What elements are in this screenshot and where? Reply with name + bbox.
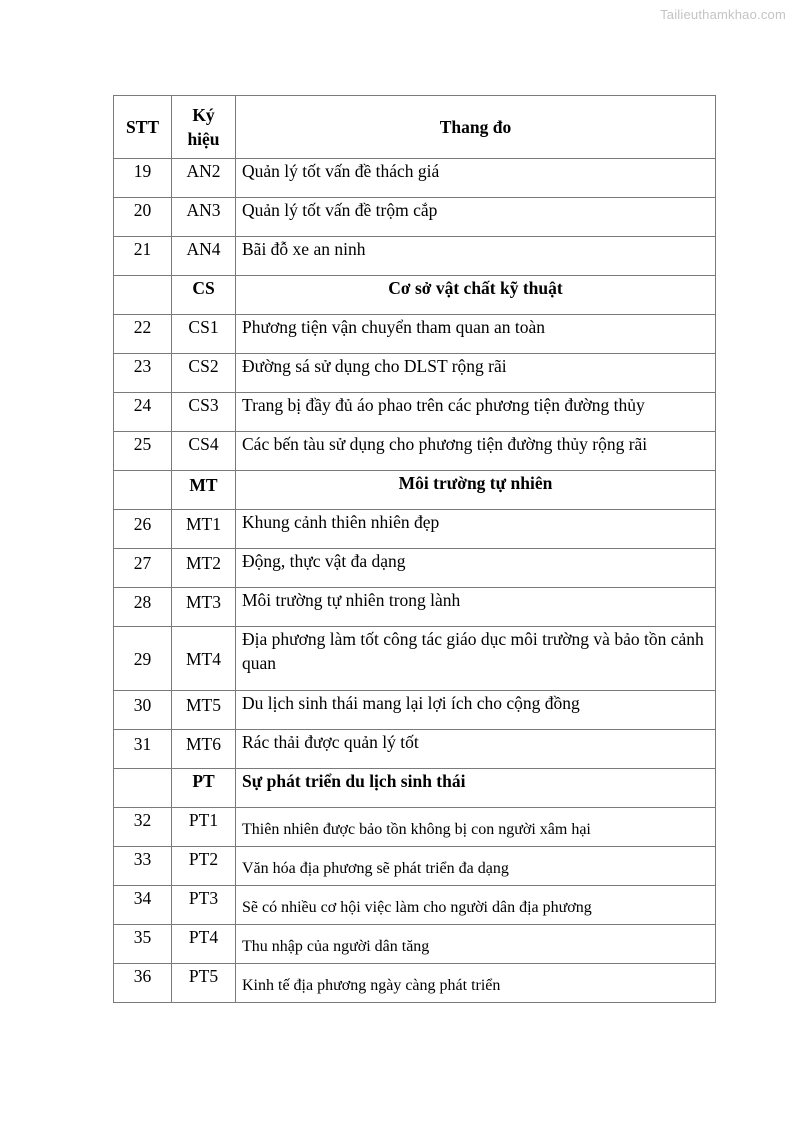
section-row: [114, 471, 716, 510]
row-code: AN4: [172, 237, 236, 276]
table-row: [114, 159, 716, 198]
row-number: 33: [114, 847, 172, 886]
row-description: Quản lý tốt vấn đề trộm cắp: [236, 198, 716, 237]
section-title: Sự phát triển du lịch sinh thái: [236, 769, 716, 808]
table-header-row: [114, 96, 716, 159]
row-code: CS2: [172, 354, 236, 393]
header-desc: Thang đo: [236, 96, 716, 159]
row-number: 21: [114, 237, 172, 276]
row-code: CS4: [172, 432, 236, 471]
row-description: Kinh tế địa phương ngày càng phát triển: [236, 964, 716, 1003]
row-description: Khung cảnh thiên nhiên đẹp: [236, 510, 716, 549]
header-code-line2: hiệu: [187, 129, 220, 149]
row-code: CS1: [172, 315, 236, 354]
row-code: PT3: [172, 886, 236, 925]
table-row: [114, 237, 716, 276]
row-description: Phương tiện vận chuyển tham quan an toàn: [236, 315, 716, 354]
section-code: CS: [172, 276, 236, 315]
row-description: Các bến tàu sử dụng cho phương tiện đường thủy rộng rãi: [236, 432, 716, 471]
row-description: Thiên nhiên được bảo tồn không bị con người xâm hại: [236, 808, 716, 847]
row-code: MT3: [172, 588, 236, 627]
header-code: [172, 96, 236, 159]
section-code: PT: [172, 769, 236, 808]
table-row: [114, 964, 716, 1003]
row-code: MT1: [172, 510, 236, 549]
table-row: [114, 393, 716, 432]
section-code: MT: [172, 471, 236, 510]
section-row: [114, 276, 716, 315]
row-code: MT2: [172, 549, 236, 588]
row-description: Bãi đỗ xe an ninh: [236, 237, 716, 276]
section-row: [114, 769, 716, 808]
row-description: Quản lý tốt vấn đề thách giá: [236, 159, 716, 198]
table-row: [114, 354, 716, 393]
row-code: PT2: [172, 847, 236, 886]
row-description: Môi trường tự nhiên trong lành: [236, 588, 716, 627]
table-row: [114, 588, 716, 627]
row-description: Động, thực vật đa dạng: [236, 549, 716, 588]
watermark: Tailieuthamkhao.com: [660, 7, 786, 22]
table-row: [114, 886, 716, 925]
row-number: 27: [114, 549, 172, 588]
table-row: [114, 627, 716, 691]
row-description: Đường sá sử dụng cho DLST rộng rãi: [236, 354, 716, 393]
row-code: AN3: [172, 198, 236, 237]
table-row: [114, 808, 716, 847]
row-number: 20: [114, 198, 172, 237]
table-row: [114, 198, 716, 237]
row-description: Rác thải được quản lý tốt: [236, 730, 716, 769]
table-row: [114, 315, 716, 354]
row-number: 25: [114, 432, 172, 471]
table-row: [114, 730, 716, 769]
section-empty-cell: [114, 276, 172, 315]
table-row: [114, 691, 716, 730]
row-number: 29: [114, 627, 172, 691]
row-code: MT5: [172, 691, 236, 730]
section-title: Môi trường tự nhiên: [236, 471, 716, 510]
row-number: 35: [114, 925, 172, 964]
row-number: 32: [114, 808, 172, 847]
table-row: [114, 847, 716, 886]
row-number: 31: [114, 730, 172, 769]
row-number: 19: [114, 159, 172, 198]
section-empty-cell: [114, 471, 172, 510]
header-code-line1: Ký: [192, 105, 215, 125]
section-title: Cơ sở vật chất kỹ thuật: [236, 276, 716, 315]
row-description: Văn hóa địa phương sẽ phát triển đa dạng: [236, 847, 716, 886]
row-description: Trang bị đầy đủ áo phao trên các phương tiện đường thủy: [236, 393, 716, 432]
row-description: Thu nhập của người dân tăng: [236, 925, 716, 964]
row-code: AN2: [172, 159, 236, 198]
row-code: MT6: [172, 730, 236, 769]
row-description: Du lịch sinh thái mang lại lợi ích cho cộng đồng: [236, 691, 716, 730]
section-empty-cell: [114, 769, 172, 808]
table-row: [114, 510, 716, 549]
row-number: 36: [114, 964, 172, 1003]
row-description: Địa phương làm tốt công tác giáo dục môi trường và bảo tồn cảnh quan: [236, 627, 716, 691]
row-number: 24: [114, 393, 172, 432]
table-row: [114, 432, 716, 471]
row-number: 30: [114, 691, 172, 730]
row-code: PT5: [172, 964, 236, 1003]
row-code: PT1: [172, 808, 236, 847]
measurement-scale-table: [113, 95, 716, 1003]
row-number: 23: [114, 354, 172, 393]
row-code: PT4: [172, 925, 236, 964]
row-number: 34: [114, 886, 172, 925]
row-number: 28: [114, 588, 172, 627]
header-stt: STT: [114, 96, 172, 159]
row-code: MT4: [172, 627, 236, 691]
row-code: CS3: [172, 393, 236, 432]
table-row: [114, 549, 716, 588]
row-number: 22: [114, 315, 172, 354]
row-number: 26: [114, 510, 172, 549]
row-description: Sẽ có nhiều cơ hội việc làm cho người dân địa phương: [236, 886, 716, 925]
table-row: [114, 925, 716, 964]
